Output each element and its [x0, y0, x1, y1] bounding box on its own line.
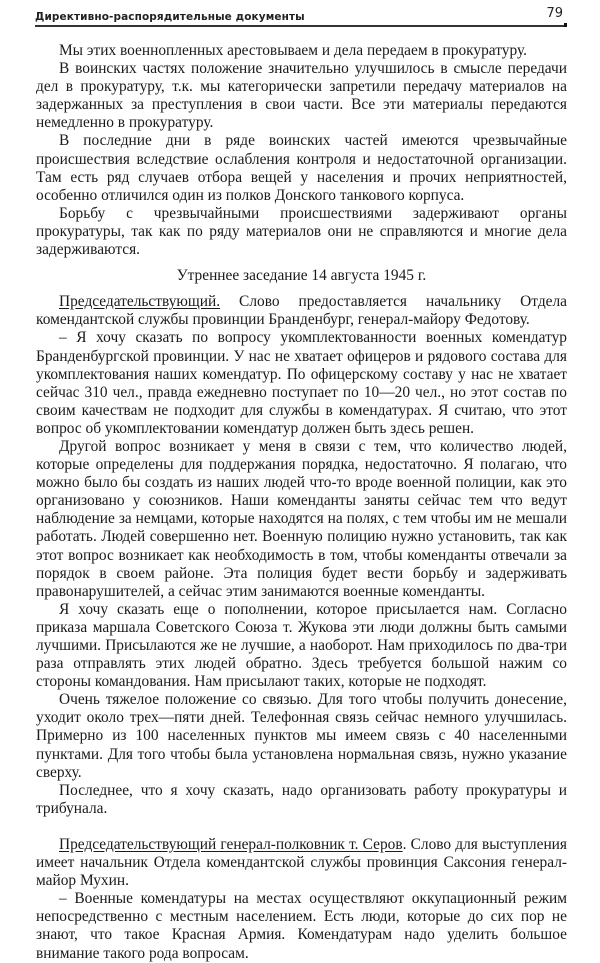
speech-paragraph: Я хочу сказать еще о пополнении, которое присылается нам. Согласно приказа маршала Советского Союза т. Жукова эти люди должны быть самыми лучшими. Присылаются же не лучшие, а наоборот. Нам приходилось по два-три раза отправлять этих людей обратно. Здесь требуется большой нажим со стороны командования. Нам присылают таких, которые не подходят. — [36, 600, 567, 691]
speaker-name: Председательствующий генерал-полковник т. Серов — [59, 835, 403, 853]
speech-paragraph: Другой вопрос возникает у меня в связи с тем, что количество людей, которые определены для поддержания порядка, недостаточно. Я полагаю, что можно было бы создать из наших людей что-то вроде военной полиции, как это организовано у союзников. Наши коменданты заняты сейчас тем что ведут наблюдение за немцами, которые находятся на полях, с тем чтобы им не мешали работать. Людей совершенно нет. Военную полицию нужно установить, так как этот вопрос возникает как необходимость в том, чтобы коменданты отвечали за порядок в своем районе. Эта полиция будет вести борьбу и задерживать правонарушителей, а сейчас этим занимаются военные коменданты. — [36, 437, 567, 600]
chair-remark — [36, 293, 567, 329]
paragraph: Мы этих военнопленных арестовываем и дела передаем в прокуратуру. — [59, 42, 527, 59]
paragraph: В воинских частях положение значительно улучшилось в смысле передачи дел в прокуратуру, т.к. мы категорически запретили передачу материалов на задержанных за преступления в свои части. Все эти материалы передаются немедленно в прокуратуру. — [36, 60, 567, 132]
header-rule — [35, 25, 567, 27]
speech-paragraph: – Я хочу сказать по вопросу укомплектованности военных комендатур Бранденбургской провинции. У нас не хватает офицеров и рядового состава для укомплектования наших комендатур. По офицерскому составу у нас не хватает сейчас 310 чел., правда ежедневно поступает по 10—20 чел., но этот состав по своим качествам не подходит для службы в комендатурах. Я считаю, что этот вопрос об укомплектовании комендатур должен быть здесь решен. — [36, 329, 567, 437]
running-title: Директивно-распорядительные документы — [35, 11, 305, 23]
page-body — [36, 42, 567, 963]
chair-remark — [36, 836, 567, 890]
speech-paragraph: Последнее, что я хочу сказать, надо организовать работу прокуратуры и трибунала. — [36, 781, 567, 817]
page-number: 79 — [546, 6, 563, 21]
header-rule-end — [564, 23, 567, 27]
speech-paragraph: – Военные комендатуры на местах осуществляют оккупационный режим непосредственно с местным населением. Есть люди, которые до сих пор не знают, что такое Красная Армия. Комендатурам надо уделить большое внимание такого рода вопросам. — [36, 890, 567, 962]
speech-paragraph: Очень тяжелое положение со связью. Для того чтобы получить донесение, уходит около трех—пяти дней. Телефонная связь сейчас немного улучшилась. Примерно из 100 населенных пунктов мы имеем связь с 40 населенными пунктами. Для того чтобы была установлена нормальная связь, нужно указание сверху. — [36, 691, 567, 781]
speaker-name: Председательствующий. — [59, 293, 221, 311]
session-heading: Утреннее заседание 14 августа 1945 г. — [176, 267, 427, 285]
remark-text: . Слово для выступления имеет начальник Отдела комендантской службы провинция Саксония генерал-майор Мухин. — [36, 835, 567, 890]
remark-text: Слово предоставляется начальнику Отдела комендантской службы провинции Бранденбург, генерал-майору Федотову. — [36, 293, 567, 329]
paragraph: Борьбу с чрезвычайными происшествиями задерживают органы прокуратуры, так как по ряду материалов они не справляются и многие дела задерживаются. — [36, 204, 567, 259]
paragraph: В последние дни в ряде воинских частей имеются чрезвычайные происшествия вследствие ослабления контроля и недостаточной организации. Там есть ряд случаев отбора вещей у населения и прочих неприятностей, особенно отличился один из полков Донского танкового корпуса. — [36, 132, 567, 204]
running-head — [35, 6, 567, 26]
